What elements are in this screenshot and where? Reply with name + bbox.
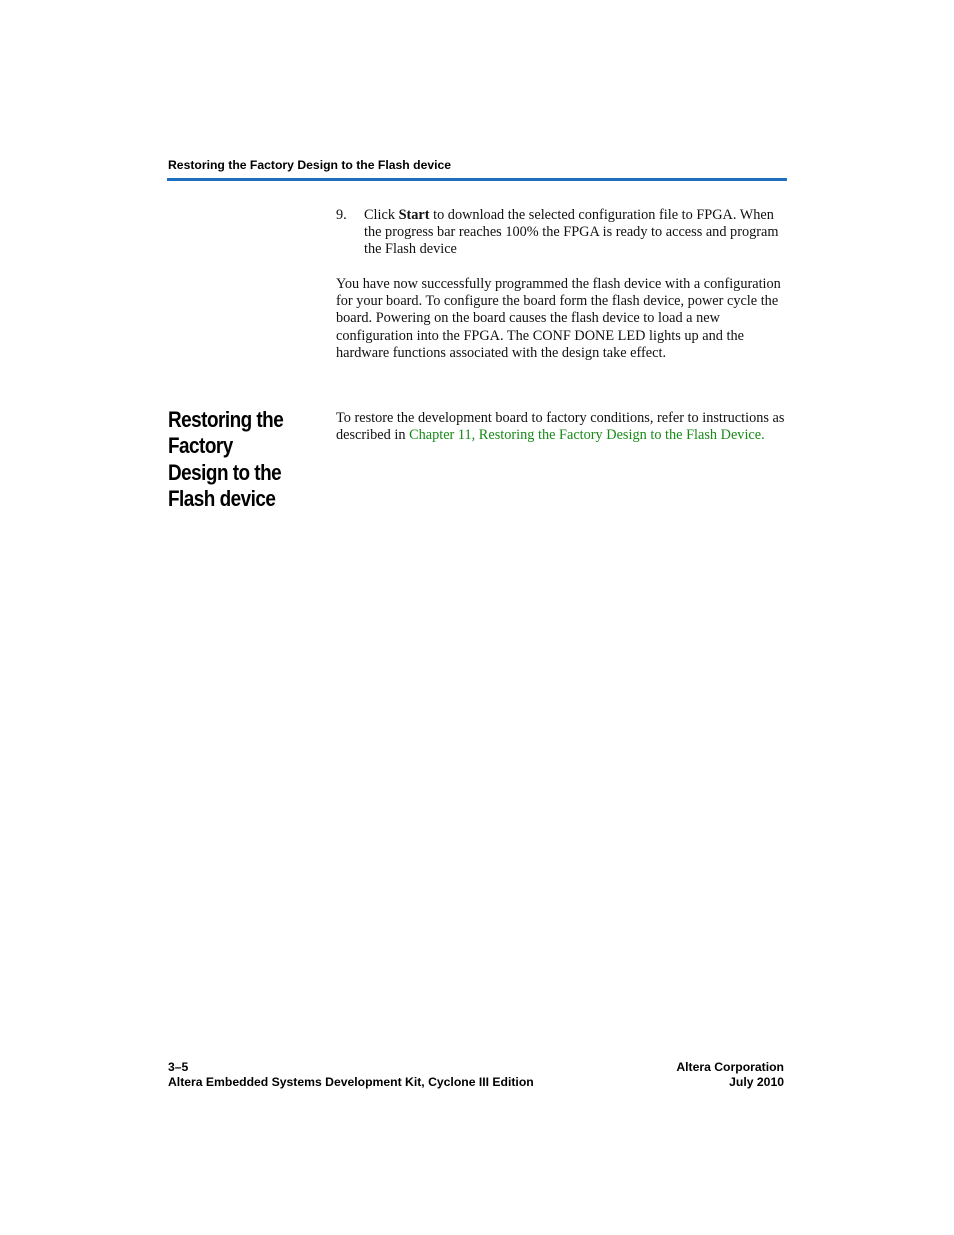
step-bold-word: Start bbox=[398, 207, 430, 223]
body-paragraph: You have now successfully programmed the flash device with a configuration for your board. To configure the board form the flash device, power cycle the board. Powering on the board causes the flash device to load a new configuration into the FPGA. The CONF DONE LED lights up and the hardware functions associated with the design take effect. bbox=[336, 276, 781, 361]
step-number: 9. bbox=[336, 207, 347, 223]
footer-right bbox=[676, 1060, 784, 1090]
footer-left bbox=[168, 1060, 534, 1090]
section-text: To restore the development board to factory conditions, refer to instructions as described in bbox=[336, 410, 785, 444]
footer-book-title: Altera Embedded Systems Development Kit, Cyclone III Edition bbox=[168, 1075, 534, 1089]
footer-date: July 2010 bbox=[729, 1075, 784, 1089]
step-text bbox=[364, 207, 786, 259]
footer-page-number: 3–5 bbox=[168, 1060, 189, 1074]
step-text-after: to download the selected configuration file to FPGA. When the progress bar reaches 100% the FPGA is ready to access and program the Flash device bbox=[364, 207, 779, 258]
chapter-cross-reference-link[interactable]: Chapter 11, Restoring the Factory Design to the Flash Device. bbox=[409, 427, 765, 444]
running-header-title: Restoring the Factory Design to the Flash device bbox=[168, 158, 452, 172]
section-paragraph bbox=[336, 410, 786, 444]
numbered-step bbox=[336, 207, 786, 259]
footer-company: Altera Corporation bbox=[676, 1060, 784, 1074]
step-text-before: Click bbox=[364, 207, 399, 223]
header-rule bbox=[167, 178, 787, 181]
section-heading: Restoring the Factory Design to the Flash device bbox=[168, 407, 284, 512]
